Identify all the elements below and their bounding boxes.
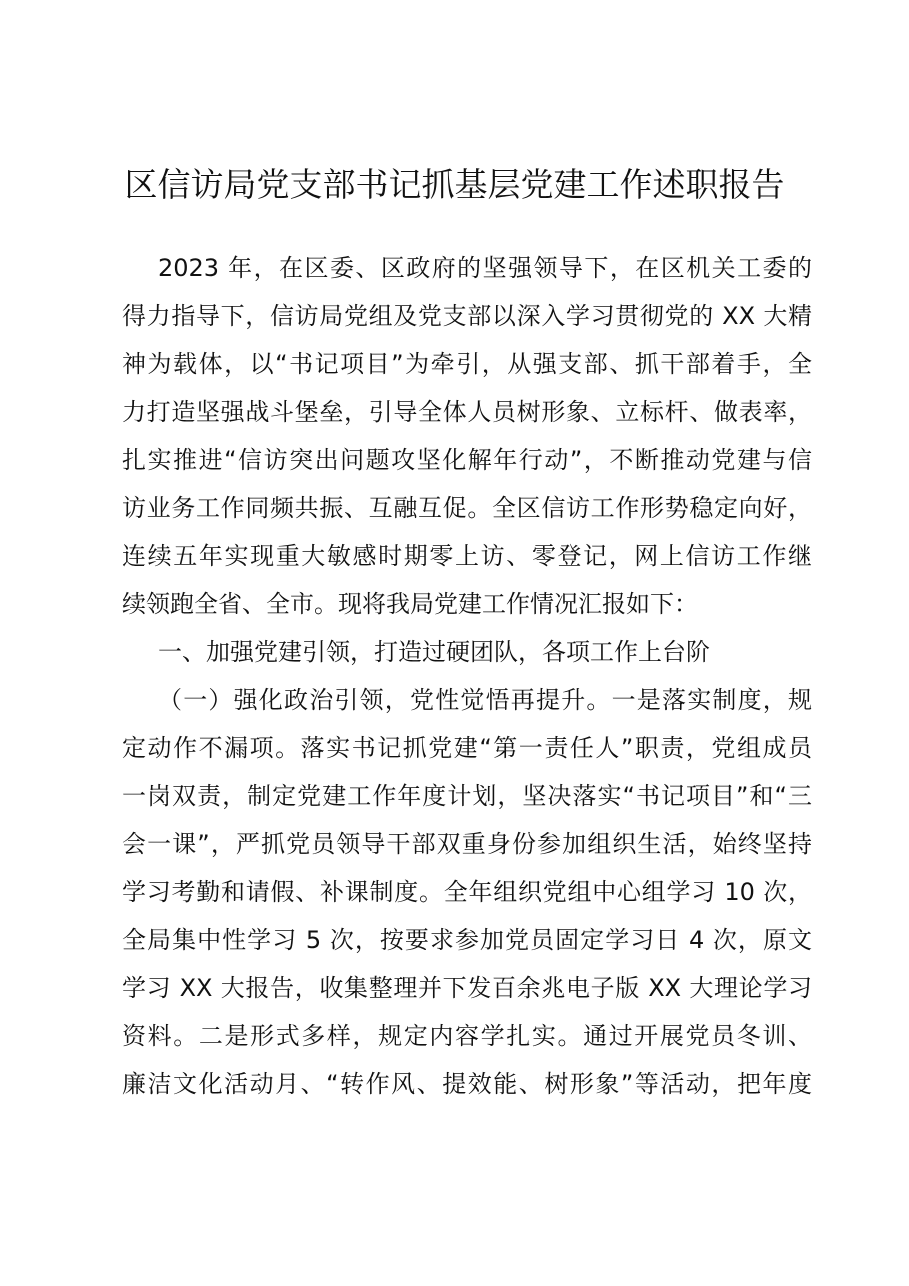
- paragraph-line: （一）强化政治引领，党性觉悟再提升。一是落实制度，规: [158, 686, 812, 714]
- paragraph-line: 定动作不漏项。落实书记抓党建“第一责任人”职责，党组成员: [122, 734, 812, 762]
- paragraph-line: 力打造坚强战斗堡垒，引导全体人员树形象、立标杆、做表率，: [122, 398, 812, 426]
- paragraph-line: 得力指导下，信访局党组及党支部以深入学习贯彻党的 XX 大精: [122, 302, 812, 330]
- document-body: [122, 244, 812, 1108]
- paragraph-line: 廉洁文化活动月、“转作风、提效能、树形象”等活动，把年度: [122, 1070, 812, 1098]
- paragraph-line: 扎实推进“信访突出问题攻坚化解年行动”，不断推动党建与信: [122, 446, 812, 474]
- paragraph-line: 神为载体，以“书记项目”为牵引，从强支部、抓干部着手，全: [122, 350, 812, 378]
- document-title: 区信访局党支部书记抓基层党建工作述职报告: [124, 165, 785, 204]
- paragraph-line: 全局集中性学习 5 次，按要求参加党员固定学习日 4 次，原文: [122, 926, 812, 954]
- paragraph-line: 学习 XX 大报告，收集整理并下发百余兆电子版 XX 大理论学习: [122, 974, 812, 1002]
- paragraph-line: 一岗双责，制定党建工作年度计划，坚决落实“书记项目”和“三: [122, 782, 812, 810]
- paragraph-line: 资料。二是形式多样，规定内容学扎实。通过开展党员冬训、: [122, 1022, 812, 1050]
- paragraph-line: 续领跑全省、全市。现将我局党建工作情况汇报如下：: [122, 590, 698, 618]
- paragraph-line: 连续五年实现重大敏感时期零上访、零登记，网上信访工作继: [122, 542, 812, 570]
- paragraph-line: 学习考勤和请假、补课制度。全年组织党组中心组学习 10 次，: [122, 878, 812, 906]
- paragraph-line: 访业务工作同频共振、互融互促。全区信访工作形势稳定向好，: [122, 494, 812, 522]
- paragraph-line: 会一课”，严抓党员领导干部双重身份参加组织生活，始终坚持: [122, 830, 812, 858]
- paragraph-line: 2023 年，在区委、区政府的坚强领导下，在区机关工委的: [158, 254, 812, 282]
- section-heading: 一、加强党建引领，打造过硬团队，各项工作上台阶: [158, 638, 710, 666]
